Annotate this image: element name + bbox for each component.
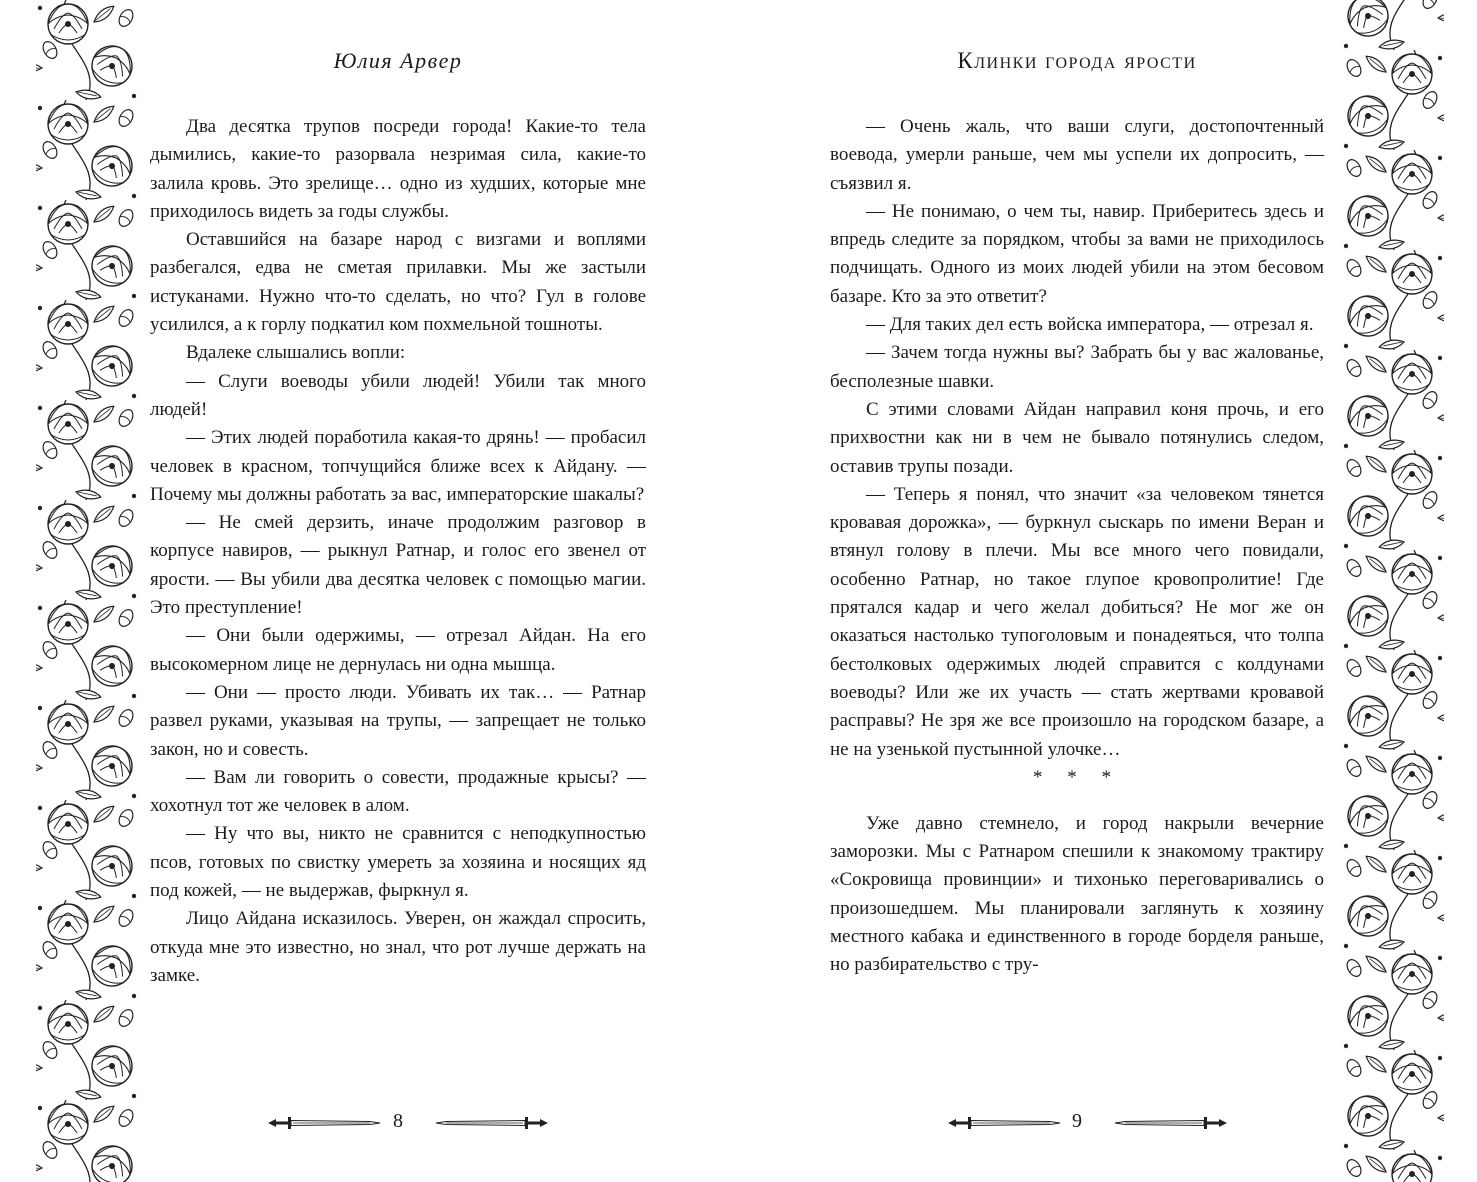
sword-icon: [266, 1116, 382, 1130]
right-floral-border: [1336, 0, 1444, 1182]
paragraph: — Вам ли говорить о совести, продажные крысы? — хохотнул тот же человек в алом.: [150, 766, 646, 817]
paragraph: Вдалеке слышались вопли:: [186, 342, 406, 364]
paragraph: — Очень жаль, что ваши слуги, достопочтенный воевода, умерли раньше, чем мы успели их допросить, — съязвил я.: [830, 116, 1324, 194]
paragraph: — Они были одержимы, — отрезал Айдан. На его высокомерном лице не дернулась ни одна мышца.: [150, 625, 646, 675]
left-floral-border: [36, 0, 142, 1182]
paragraph: — Для таких дел есть войска императора, — отрезал я.: [866, 314, 1314, 336]
paragraph: — Этих людей поработила какая-то дрянь! — пробасил человек в красном, топчущийся ближе всех к Айдану. — Почему мы должны работать за вас, императорские шакалы?: [150, 427, 646, 505]
paragraph: — Они — просто люди. Убивать их так… — Ратнар развел руками, указывая на трупы, — запрещает не только закон, но и совесть.: [150, 681, 646, 760]
page-number: 9: [1072, 1110, 1082, 1132]
right-body-text: [830, 113, 1324, 980]
left-folio: [150, 1106, 646, 1140]
right-page: [830, 0, 1324, 1182]
right-running-head: Клинки города ярости: [957, 48, 1197, 73]
left-running-head: Юлия Арвер: [333, 48, 463, 73]
paragraph: — Зачем тогда нужны вы? Забрать бы у вас жалованье, бесполезные шавки.: [830, 342, 1324, 392]
paragraph: Два десятка трупов посреди города! Какие-то тела дымились, какие-то разорвала незримая сила, какие-то залила кровь. Это зрелище… одно из худших, которые мне приходилось видеть за годы службы.: [150, 116, 646, 222]
sword-icon: [946, 1116, 1062, 1130]
left-body-text: [150, 113, 646, 990]
paragraph: — Слуги воеводы убили людей! Убили так много людей!: [150, 370, 646, 420]
page-number: 8: [393, 1110, 403, 1132]
left-page: [150, 0, 646, 1182]
sword-icon: [1113, 1116, 1229, 1130]
paragraph: Лицо Айдана исказилось. Уверен, он жаждал спросить, откуда мне это известно, но знал, что рот лучше держать на замке.: [150, 908, 646, 986]
sword-icon: [434, 1116, 550, 1130]
paragraph: — Не понимаю, о чем ты, навир. Приберитесь здесь и впредь следите за порядком, чтобы за вами не приходилось подчищать. Одного из моих людей убили на этом бесовом базаре. Кто за это ответит?: [830, 200, 1324, 307]
paragraph: — Теперь я понял, что значит «за человеком тянется кровавая дорожка», — буркнул сыскарь по имени Веран и втянул голову в плечи. Мы все много чего повидали, особенно Ратнар, но такое глупое кровопролитие! Где прятался кадар и чего желал добиться? Не мог же он оказаться настолько тупоголовым и понадеяться, что толпа бестолковых одержимых людей справится с колдунами воеводы? Или же их участь — стать жертвами кровавой расправы? Не зря же все произошло на городском базаре, а не на узенькой пустынной улочке…: [830, 483, 1324, 760]
paragraph: Уже давно стемнело, и город накрыли вечерние заморозки. Мы с Ратнаром спешили к знакомому трактиру «Сокровища провинции» и тихонько переговаривались о произошедшем. Мы планировали заглянуть к хозяину местного кабака и единственного в городе борделя раньше, но разбирательство с тру-: [830, 812, 1324, 976]
right-folio: [830, 1106, 1324, 1140]
paragraph: С этими словами Айдан направил коня прочь, и его прихвостни как ни в чем не бывало потянулись следом, оставив трупы позади.: [830, 398, 1324, 477]
paragraph: — Ну что вы, никто не сравнится с неподкупностью псов, готовых по свистку умереть за хозяина и носящих яд под кожей, — не выдержав, фыркнул я.: [150, 823, 646, 902]
paragraph: — Не смей дерзить, иначе продолжим разговор в корпусе навиров, — рыкнул Ратнар, и голос его звенел от ярости. — Вы убили два десятка человек с помощью магии. Это преступление!: [150, 512, 646, 619]
paragraph: Оставшийся на базаре народ с визгами и воплями разбегался, едва не сметая прилавки. Мы же застыли истуканами. Нужно что-то сделать, но что? Гул в голове усилился, а к горлу подкатил ком похмельной тошноты.: [150, 229, 646, 336]
section-break: * * *: [1033, 766, 1121, 788]
